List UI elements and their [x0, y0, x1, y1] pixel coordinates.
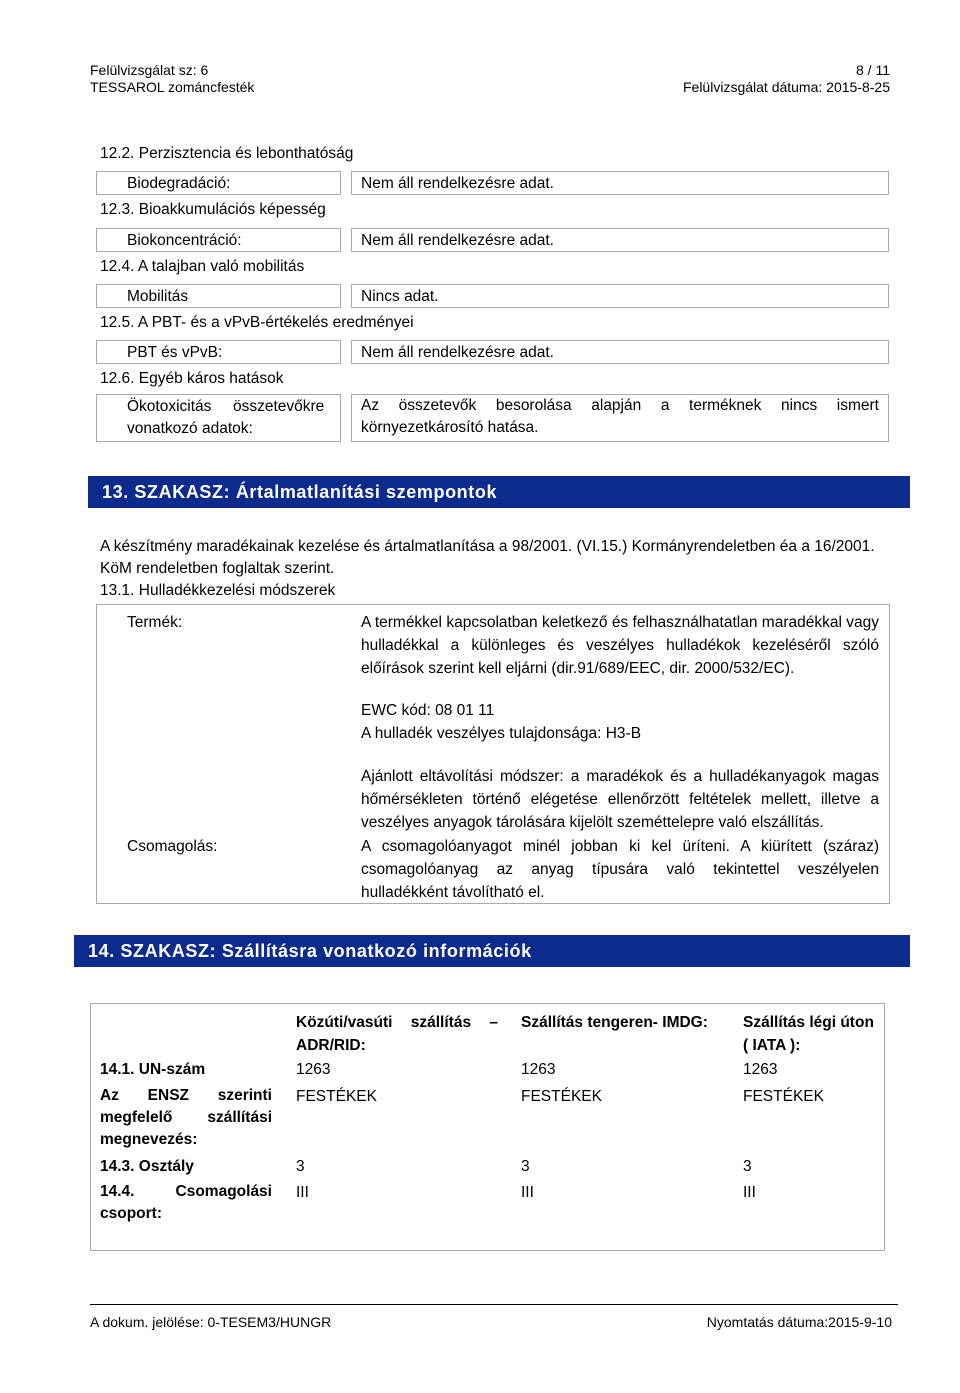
- col-header-adr: Közúti/vasúti szállítás – ADR/RID:: [296, 1014, 498, 1054]
- section-12-2-title: 12.2. Perzisztencia és lebonthatóság: [100, 145, 354, 162]
- row-group-imdg: III: [521, 1184, 534, 1201]
- footer-print-date: Nyomtatás dátuma:2015-9-10: [706, 1314, 892, 1330]
- biokon-label-box: [96, 228, 341, 252]
- page-number: 8 / 11: [856, 62, 890, 78]
- row-un-adr: 1263: [296, 1061, 331, 1078]
- section-13-1-title: 13.1. Hulladékkezelési módszerek: [100, 582, 336, 599]
- row-class-adr: 3: [296, 1158, 305, 1175]
- biokon-value: Nem áll rendelkezésre adat.: [361, 232, 554, 249]
- pbt-label: PBT és vPvB:: [127, 344, 223, 361]
- row-group-iata: III: [743, 1184, 756, 1201]
- section-12-3-title: 12.3. Bioakkumulációs képesség: [100, 201, 326, 218]
- row-class-label: 14.3. Osztály: [100, 1158, 194, 1175]
- row-name-imdg: FESTÉKEK: [521, 1088, 602, 1105]
- pbt-label-box: [96, 340, 341, 364]
- termek-paragraph-3: Ajánlott eltávolítási módszer: a maradékok és a hulladékanyagok magas hőmérsékleten történő elégetése ellenőrzött feltételek mellett, illetve a veszélyes anyagok tárolására kijelölt szeméttelepre való elszállítás.: [361, 768, 879, 831]
- section-12-4-title: 12.4. A talajban való mobilitás: [100, 258, 305, 275]
- row-name-iata: FESTÉKEK: [743, 1088, 824, 1105]
- transport-table: [90, 1003, 885, 1251]
- mob-label: Mobilitás: [127, 288, 189, 305]
- biodeg-value-box: [351, 171, 889, 195]
- waste-table: [96, 604, 890, 904]
- row-name-adr: FESTÉKEK: [296, 1088, 377, 1105]
- csomag-value: A csomagolóanyagot minél jobban ki kel üríteni. A kiürített (száraz) csomagolóanyag az anyag típusára való tekintettel veszélyelen hulladékként távolítható el.: [361, 838, 879, 901]
- biokon-value-box: [351, 228, 889, 252]
- mob-value: Nincs adat.: [361, 288, 439, 305]
- section-14-banner: 14. SZAKASZ: Szállításra vonatkozó információk: [74, 935, 910, 967]
- oko-value-box: [351, 394, 889, 442]
- col-header-imdg: Szállítás tengeren- IMDG:: [521, 1014, 708, 1031]
- col-header-iata: Szállítás légi úton ( IATA ):: [743, 1014, 874, 1054]
- oko-label-box: [96, 394, 341, 442]
- row-un-iata: 1263: [743, 1061, 778, 1078]
- termek-label: Termék:: [127, 614, 183, 631]
- oko-label-line-1: Ökotoxicitás összetevőkre: [127, 398, 325, 415]
- section-12-5-title: 12.5. A PBT- és a vPvB-értékelés eredményei: [100, 314, 414, 331]
- oko-value: Az összetevők besorolása alapján a terméknek nincs ismert környezetkárosító hatása.: [361, 397, 879, 436]
- biodeg-label: Biodegradáció:: [127, 175, 231, 192]
- biokon-label: Biokoncentráció:: [127, 232, 242, 249]
- row-group-adr: III: [296, 1184, 309, 1201]
- row-un-label: 14.1. UN-szám: [100, 1061, 206, 1078]
- pbt-value: Nem áll rendelkezésre adat.: [361, 344, 554, 361]
- row-class-iata: 3: [743, 1158, 752, 1175]
- revision-date: Felülvizsgálat dátuma: 2015-8-25: [682, 79, 890, 95]
- row-group-label: 14.4. Csomagolási csoport:: [100, 1183, 272, 1222]
- biodeg-label-box: [96, 171, 341, 195]
- section-12-6-title: 12.6. Egyéb káros hatások: [100, 370, 284, 387]
- mob-label-box: [96, 284, 341, 308]
- ewc-code: EWC kód: 08 01 11: [361, 702, 495, 719]
- section-13-banner: 13. SZAKASZ: Ártalmatlanítási szempontok: [88, 476, 910, 508]
- row-un-imdg: 1263: [521, 1061, 556, 1078]
- product-name: TESSAROL zománcfesték: [90, 79, 255, 95]
- pbt-value-box: [351, 340, 889, 364]
- row-name-label: Az ENSZ szerinti megfelelő szállítási megnevezés:: [100, 1087, 272, 1148]
- row-class-imdg: 3: [521, 1158, 530, 1175]
- revision-number: Felülvizsgálat sz: 6: [90, 62, 209, 78]
- footer-doc-id: A dokum. jelölése: 0-TESEM3/HUNGR: [90, 1314, 332, 1330]
- csomag-label: Csomagolás:: [127, 838, 218, 855]
- section-13-intro: A készítmény maradékainak kezelése és ártalmatlanítása a 98/2001. (VI.15.) Kormányrendeletben éa a 16/2001. KöM rendeletben foglaltak szerint.: [100, 538, 875, 577]
- biodeg-value: Nem áll rendelkezésre adat.: [361, 175, 554, 192]
- footer-divider: [90, 1304, 898, 1305]
- oko-label-line-2: vonatkozó adatok:: [127, 420, 253, 437]
- waste-hazard: A hulladék veszélyes tulajdonsága: H3-B: [361, 725, 642, 742]
- termek-paragraph-1: A termékkel kapcsolatban keletkező és felhasználhatatlan maradékkal vagy hulladékkal a különleges és veszélyes hulladékok kezeléséről szóló előírások szerint kell eljárni (dir.91/689/EEC, dir. 2000/532/EC).: [361, 614, 879, 677]
- mob-value-box: [351, 284, 889, 308]
